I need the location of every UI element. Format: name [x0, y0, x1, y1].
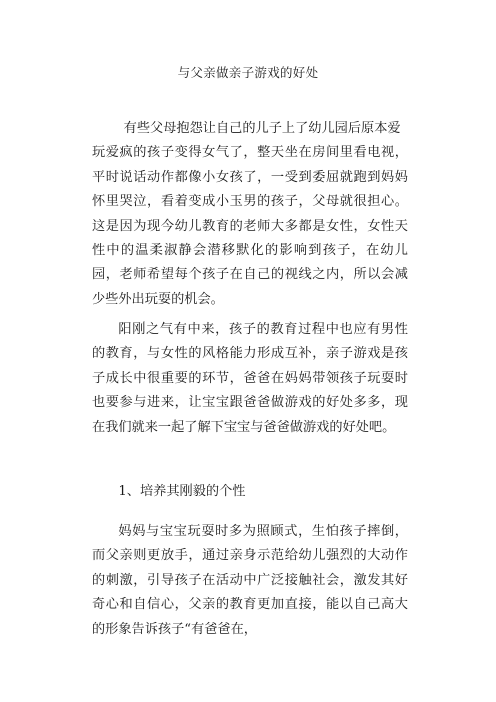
paragraph-1-rest: 玩爱疯的孩子变得女气了，整天坐在房间里看电视，平时说话动作都像小女孩了，一受到委屈就跑到妈妈怀里哭泣，看着变成小玉男的孩子，父母就很担心。这是因为现今幼儿教育的老师大多都是女性，女性天性中的温柔淑静会潜移默化的影响到孩子，在幼儿园，老师希望每个孩子在自己的视线之内，所以会减少些外出玩耍的机会。 — [92, 145, 408, 307]
paragraph-1-first-line: 有些父母抱怨让自己的儿子上了幼儿园后原本爱 — [123, 121, 401, 136]
paragraph-2: 阳刚之气有中来，孩子的教育过程中也应有男性的教育，与女性的风格能力形成互补，亲子游戏是孩子成长中很重要的环节，爸爸在妈妈带领孩子玩耍时也要参与进来，让宝宝跟爸爸做游戏的好处多多，现在我们就来一起了解下宝宝与爸爸做游戏的好处吧。 — [92, 322, 408, 435]
document-title: 与父亲做亲子游戏的好处 — [177, 65, 319, 80]
paragraph-1 — [92, 117, 408, 312]
paragraph-3: 妈妈与宝宝玩耍时多为照顾式，生怕孩子摔倒，而父亲则更放手，通过亲身示范给幼儿强烈的大动作的刺激，引导孩子在活动中广泛接触社会，激发其好奇心和自信心，父亲的教育更加直接，能以自己高大的形象告诉孩子“有爸爸在， — [92, 524, 408, 637]
section-1-heading: 1、培养其刚毅的个性 — [118, 484, 246, 499]
